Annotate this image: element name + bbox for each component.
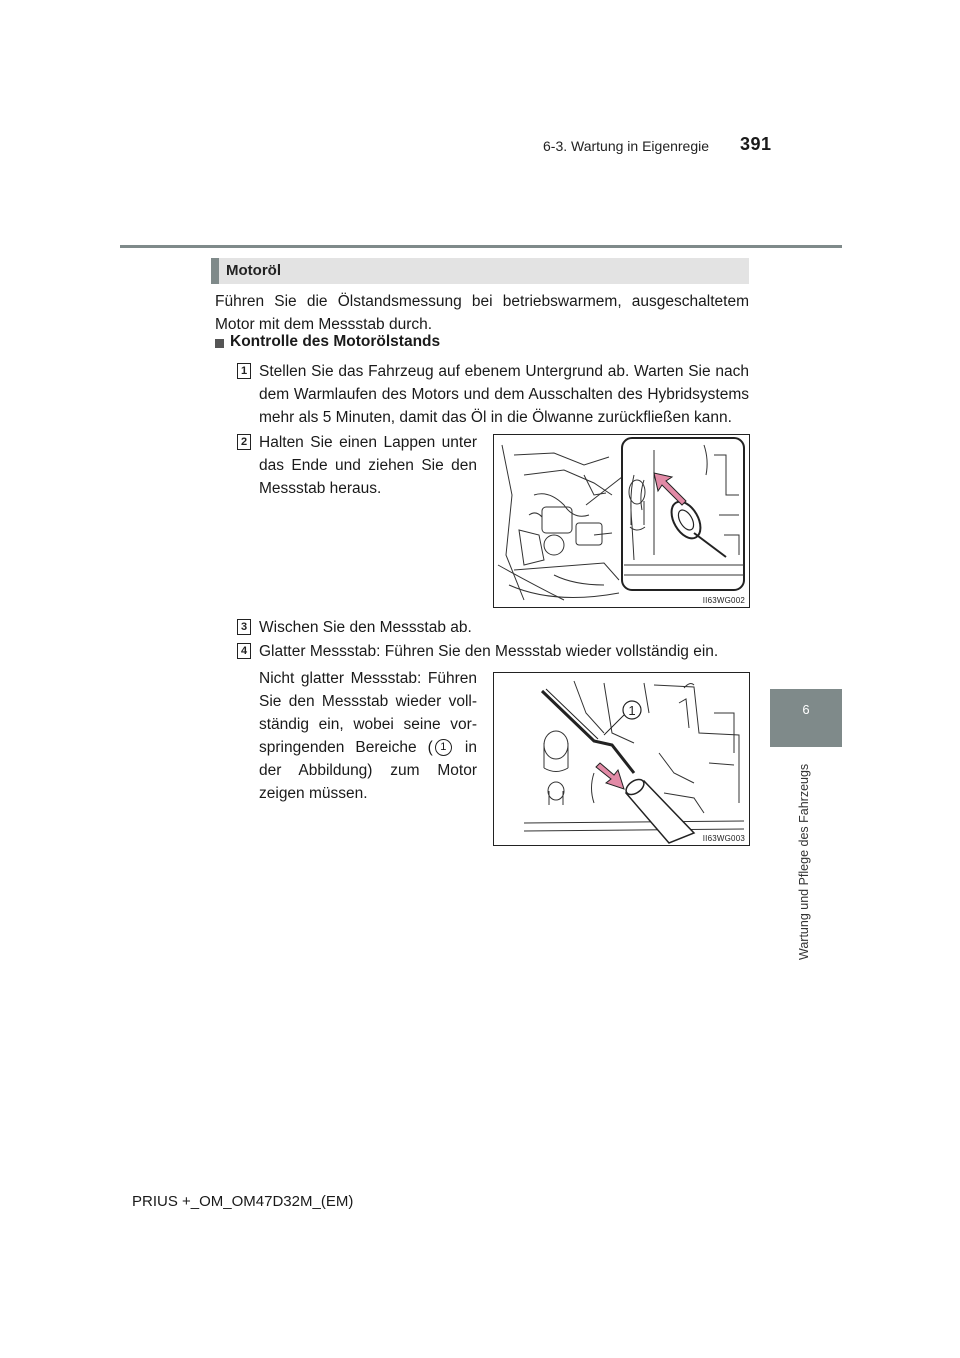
step-4-text: Glatter Messstab: Führen Sie den Messstab wieder vollständig ein. [259, 643, 719, 660]
step-1-text: Stellen Sie das Fahrzeug auf ebenem Untergrund ab. Warten Sie nach dem Warmlaufen des Motors und dem Ausschalten des Hybridsystems mehr als 5 Minuten, damit das Öl in die Ölwanne zurückfließen kann. [259, 363, 749, 426]
section-title: Motoröl [226, 262, 281, 279]
section-intro: Führen Sie die Ölstandsmessung bei betriebswarmem, ausgeschaltetem Motor mit dem Messstab durch. [215, 293, 749, 333]
step-number-2: 2 [237, 434, 251, 450]
document-id: PRIUS +_OM_OM47D32M_(EM) [132, 1193, 354, 1210]
chapter-tab[interactable] [770, 689, 842, 747]
insert-direction-arrow-icon [596, 763, 624, 789]
callout-marker: 1 [435, 739, 452, 756]
dipstick-insertion-illustration [494, 673, 748, 844]
step-number-3: 3 [237, 619, 251, 635]
figure-2-code: II63WG003 [702, 834, 745, 843]
section-heading-bar [211, 258, 749, 284]
chapter-title-vertical [797, 760, 817, 960]
figure-1-code: II63WG002 [702, 596, 745, 605]
step-4-note-before: Nicht glatter Messstab: Führen Sie den Messstab wieder voll-ständig ein, wobei seine vor-springenden Bereiche ( [259, 670, 477, 756]
engine-bay-illustration [494, 435, 748, 606]
figure-dipstick-insertion [493, 672, 750, 846]
figure-dipstick-removal [493, 434, 750, 608]
page-number: 391 [740, 134, 772, 154]
step-number-4: 4 [237, 643, 251, 659]
header-divider [120, 245, 842, 248]
subsection-title: Kontrolle des Motorölstands [230, 333, 441, 350]
subsection-bullet-icon [215, 339, 224, 348]
step-3-text: Wischen Sie den Messstab ab. [259, 619, 472, 636]
header-section-title: 6-3. Wartung in Eigenregie [543, 138, 710, 154]
chapter-title: Wartung und Pflege des Fahrzeugs [797, 763, 811, 960]
chapter-number: 6 [802, 702, 810, 717]
step-4-note [259, 667, 477, 805]
figure-2-callout: 1 [628, 703, 636, 718]
step-number-1: 1 [237, 363, 251, 379]
step-4-note-after: in der Abbildung) zum Motor zeigen müssen. [259, 739, 477, 802]
step-2-text: Halten Sie einen Lappen unter das Ende und ziehen Sie den Messstab heraus. [259, 434, 477, 497]
